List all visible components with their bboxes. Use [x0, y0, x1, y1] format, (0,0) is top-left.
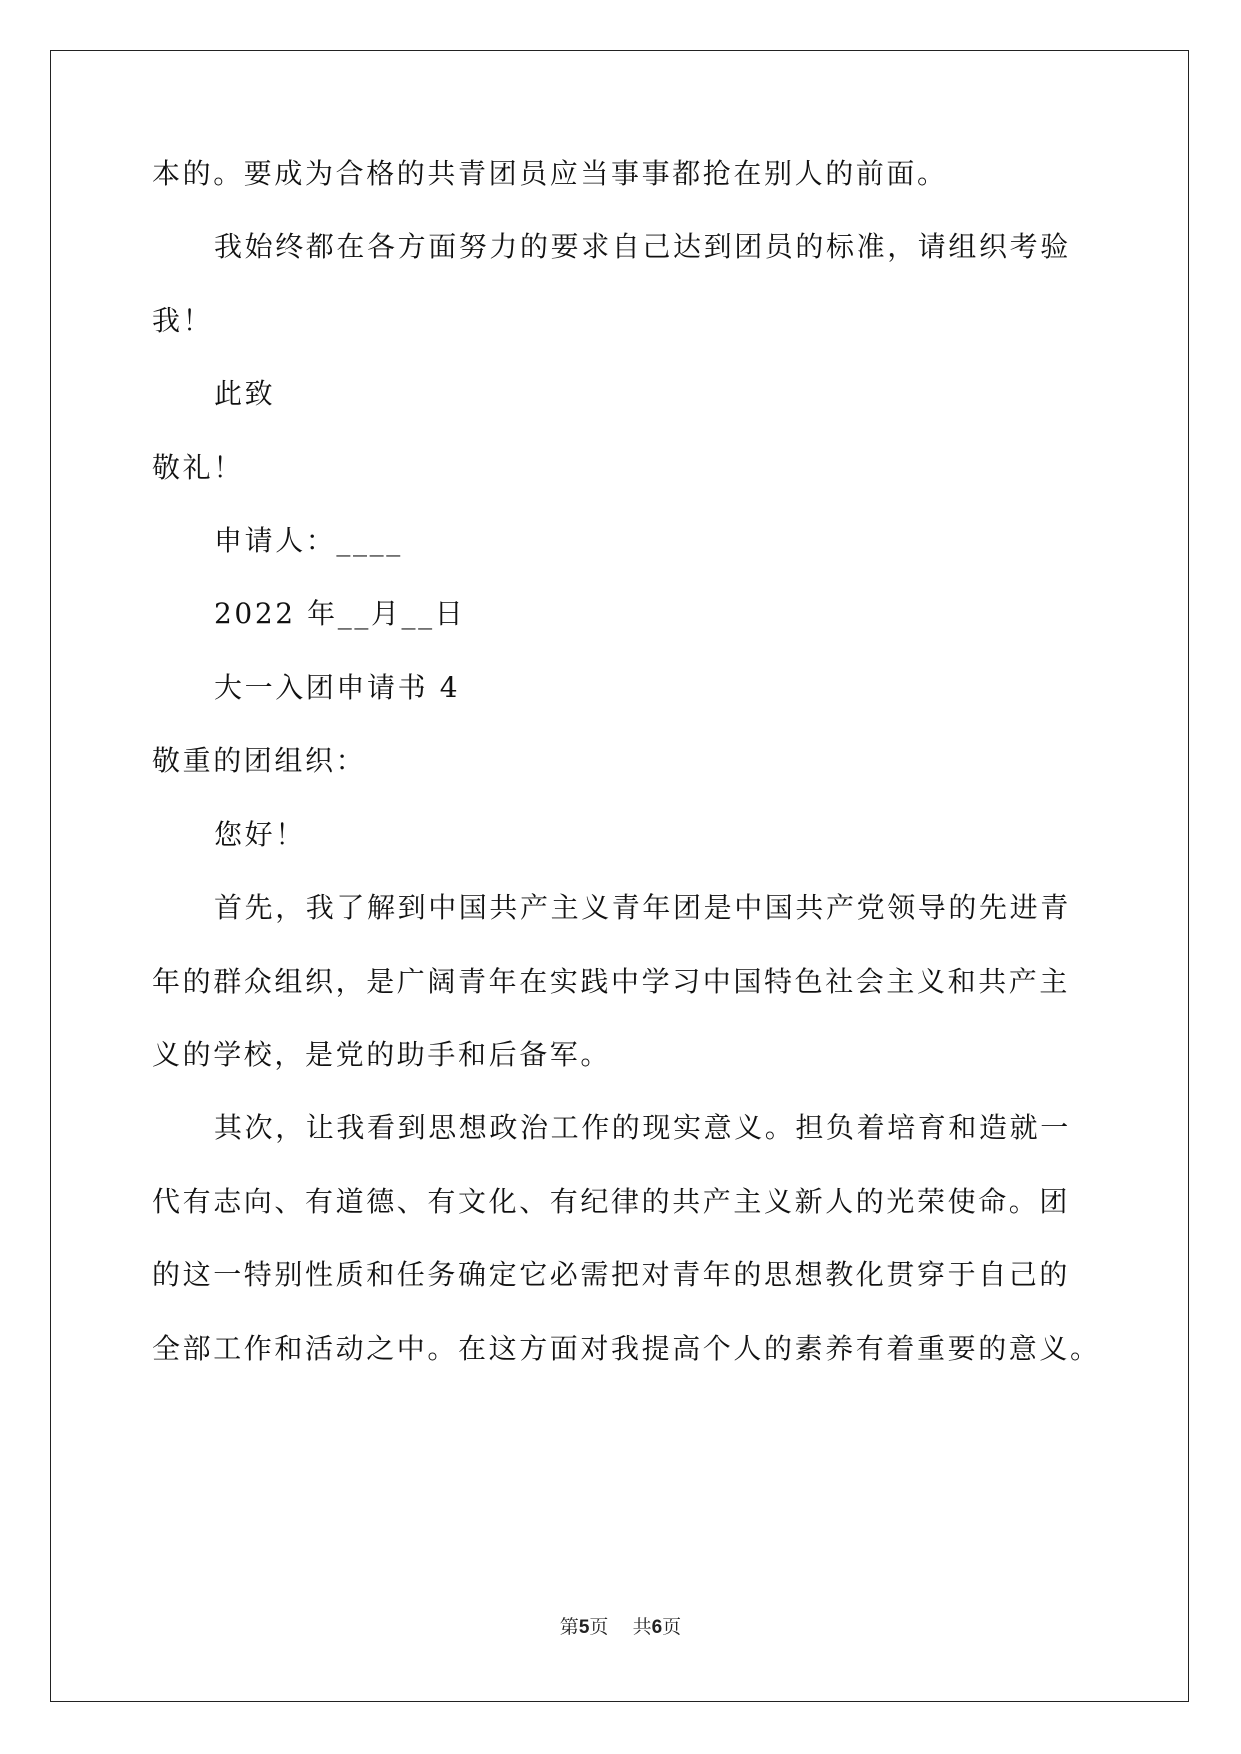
section-title: 大一入团申请书 4 [214, 671, 461, 704]
total-prefix: 共 [632, 1616, 652, 1638]
body-line: 我始终都在各方面努力的要求自己达到团员的标准，请组织考验 [214, 230, 1071, 263]
body-line: 年的群众组织，是广阔青年在实践中学习中国特色社会主义和共产主 [152, 965, 1071, 998]
closing-salutation: 此致 [214, 377, 276, 410]
greeting: 您好！ [214, 818, 306, 851]
body-line: 本的。要成为合格的共青团员应当事事都抢在别人的前面。 [152, 157, 948, 190]
body-line: 义的学校，是党的助手和后备军。 [152, 1038, 612, 1071]
body-line: 代有志向、有道德、有文化、有纪律的共产主义新人的光荣使命。团 [152, 1185, 1071, 1218]
date-line: 2022 年__月__日 [214, 597, 466, 630]
closing-respects: 敬礼！ [152, 451, 244, 484]
total-pages: 6 [651, 1617, 663, 1638]
total-suffix: 页 [662, 1616, 682, 1638]
page-prefix: 第 [559, 1616, 579, 1638]
body-line: 的这一特别性质和任务确定它必需把对青年的思想教化贯穿于自己的 [152, 1258, 1071, 1291]
body-line: 全部工作和活动之中。在这方面对我提高个人的素养有着重要的意义。 [152, 1332, 1101, 1365]
body-line: 我！ [152, 304, 214, 337]
greeting-recipient: 敬重的团组织： [152, 744, 367, 777]
page-number: 5 [578, 1617, 590, 1638]
page-suffix: 页 [589, 1616, 609, 1638]
body-line: 首先，我了解到中国共产主义青年团是中国共产党领导的先进青 [214, 891, 1071, 924]
page-footer [0, 1612, 1241, 1639]
applicant-signature-line: 申请人：____ [214, 524, 403, 557]
body-line: 其次，让我看到思想政治工作的现实意义。担负着培育和造就一 [214, 1111, 1071, 1144]
page-border [50, 50, 1189, 1702]
